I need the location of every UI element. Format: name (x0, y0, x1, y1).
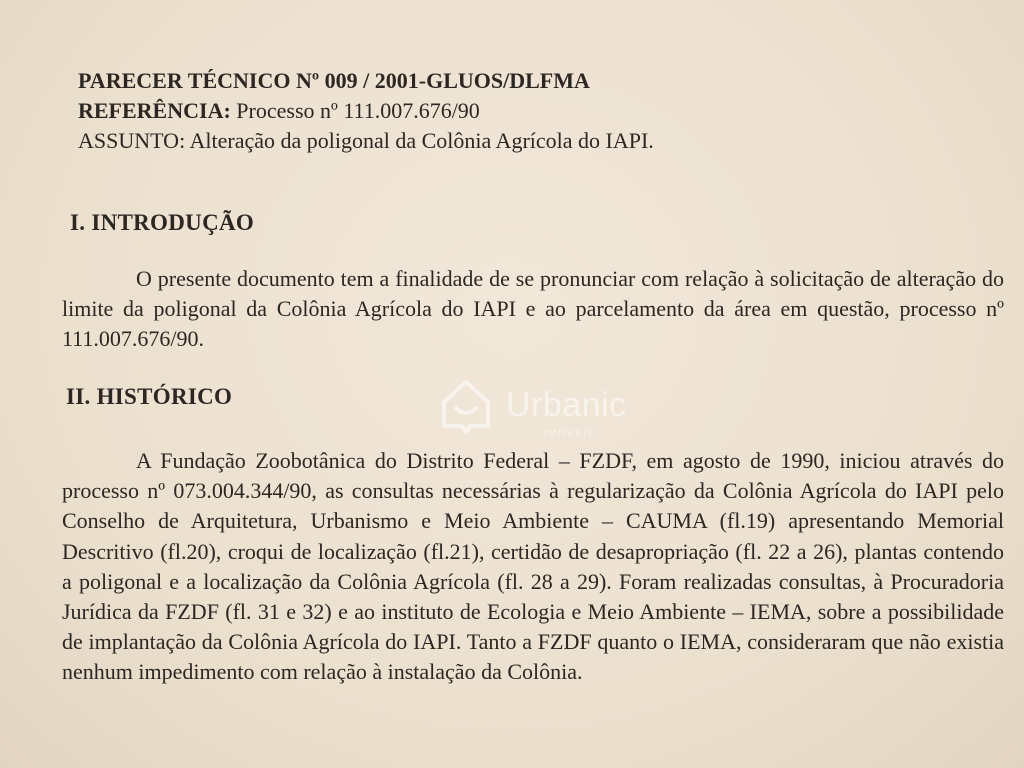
watermark-brand: Urbanic (506, 386, 627, 424)
referencia-value: Processo nº 111.007.676/90 (236, 98, 480, 123)
watermark-sub: IMÓVEIS (544, 428, 596, 438)
section-heading-introducao: I. INTRODUÇÃO (70, 210, 255, 235)
section-heading-historico: II. HISTÓRICO (66, 384, 233, 409)
paragraph-historico: A Fundação Zoobotânica do Distrito Federal – FZDF, em agosto de 1990, iniciou através do processo nº 073.004.344/90, as consultas necessárias à regularização da Colônia Agrícola do IAPI pelo Conselho de Arquitetura, Urbanismo e Meio Ambiente – CAUMA (fl.19) apresentando Memorial Descritivo (fl.20), croqui de localização (fl.21), certidão de desapropriação (fl. 22 a 26), plantas contendo a poligonal e a localização da Colônia Agrícola (fl. 28 a 29). Foram realizadas consultas, à Procuradoria Jurídica da FZDF (fl. 31 e 32) e ao instituto de Ecologia e Meio Ambiente – IEMA, sobre a possibilidade de implantação da Colônia Agrícola do IAPI. Tanto a FZDF quanto o IEMA, consideraram que não existia nenhum impedimento com relação à instalação da Colônia. (62, 448, 1004, 685)
urbanic-watermark (440, 376, 650, 442)
assunto-value: Alteração da poligonal da Colônia Agrícola do IAPI. (189, 128, 654, 153)
referencia-line (78, 96, 958, 126)
assunto-line (78, 126, 958, 156)
referencia-label: REFERÊNCIA: (78, 98, 231, 123)
assunto-label: ASSUNTO: (78, 128, 186, 153)
paragraph-introducao: O presente documento tem a finalidade de se pronunciar com relação à solicitação de alteração do limite da poligonal da Colônia Agrícola do IAPI e ao parcelamento da área em questão, processo nº 111.007.676/90. (62, 266, 1004, 352)
parecer-title: PARECER TÉCNICO Nº 009 / 2001-GLUOS/DLFMA (78, 68, 590, 93)
document-header (78, 66, 958, 156)
house-smile-icon (440, 376, 492, 436)
